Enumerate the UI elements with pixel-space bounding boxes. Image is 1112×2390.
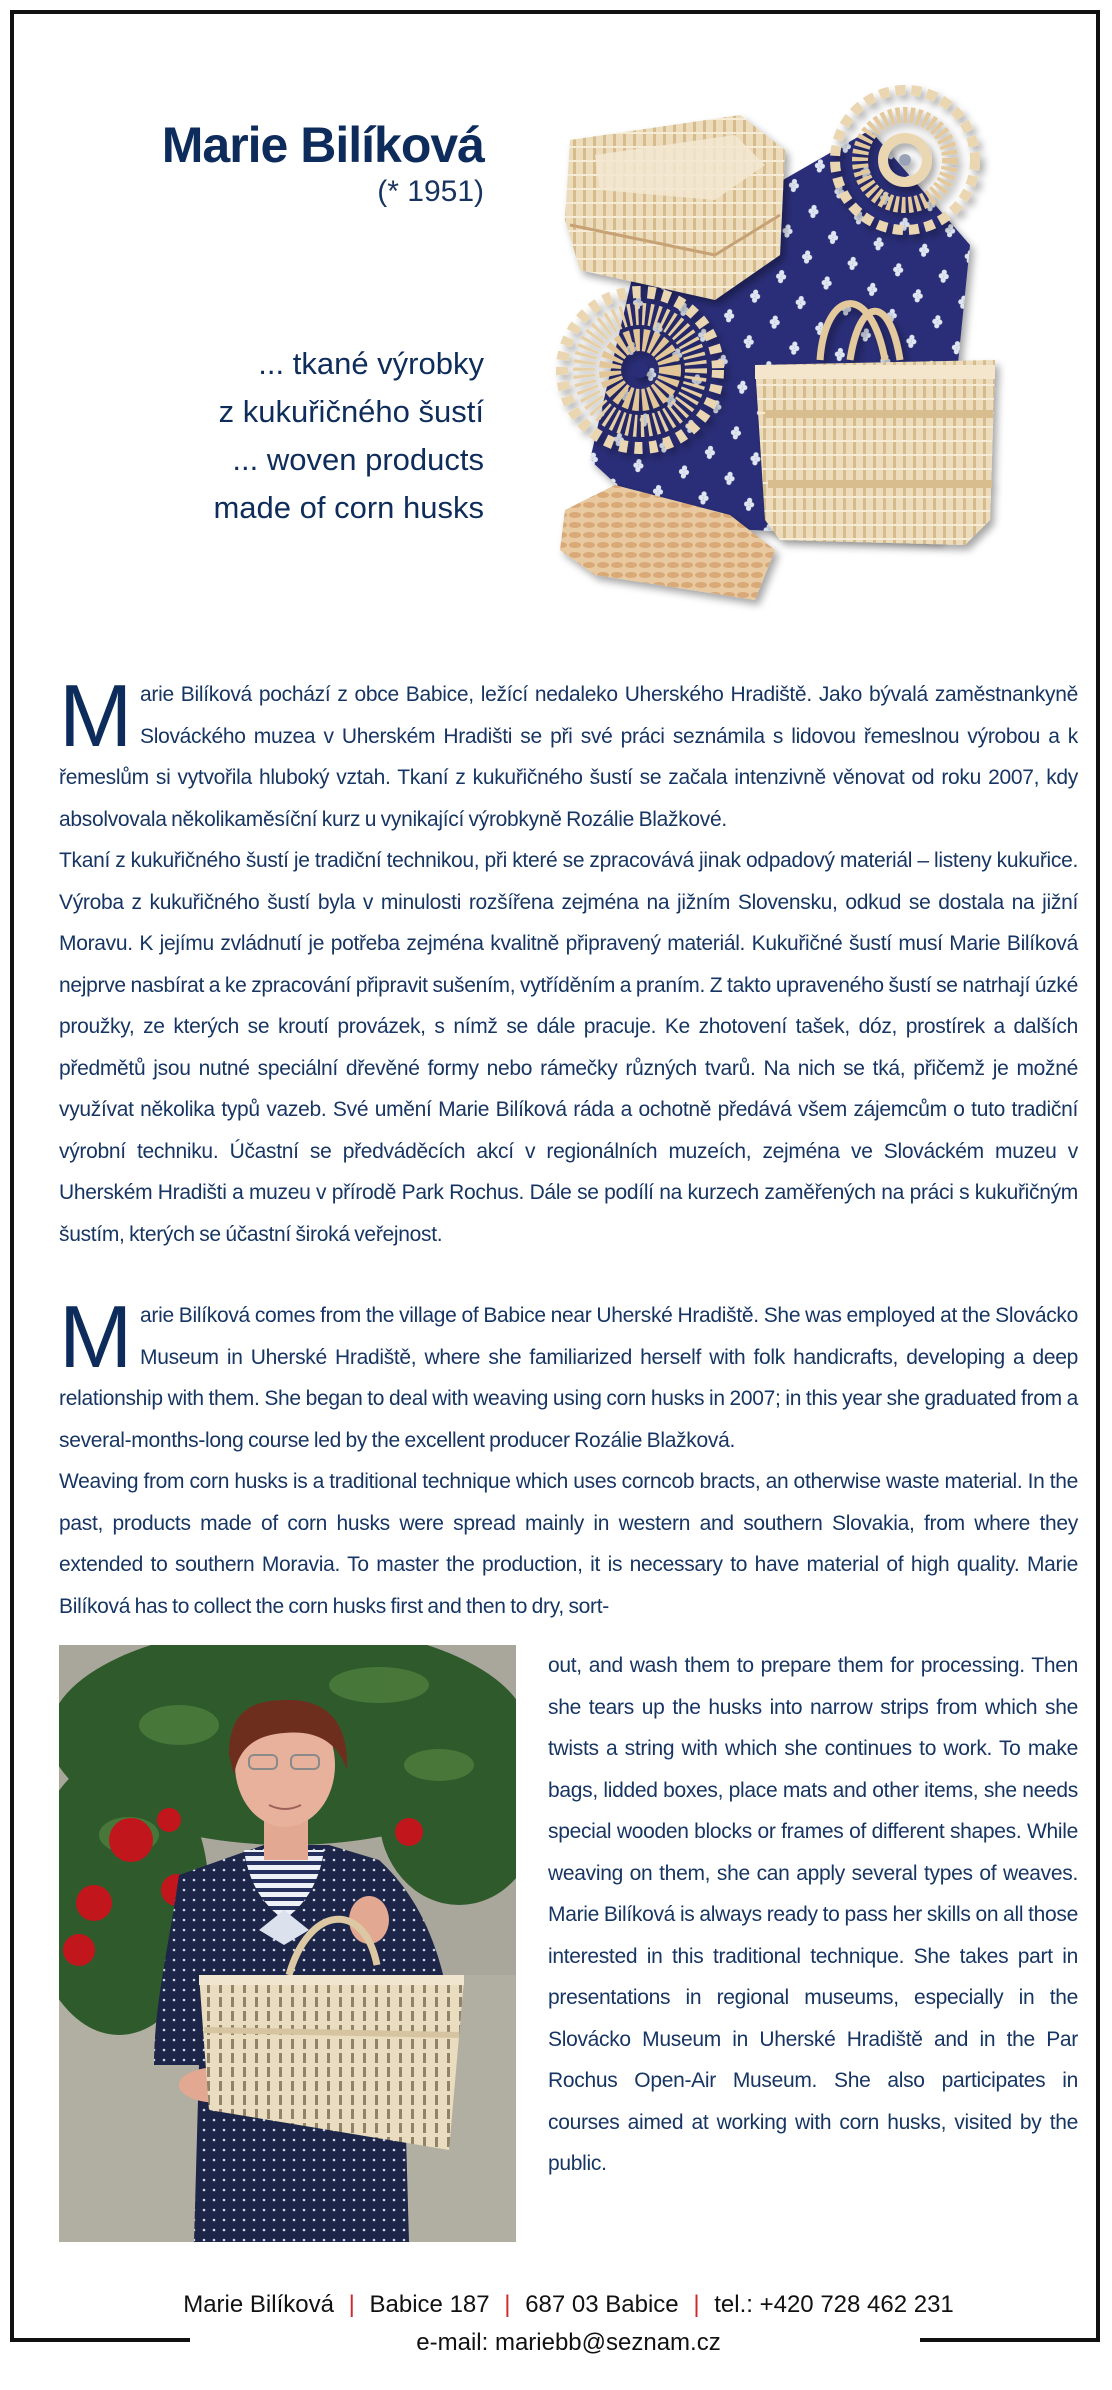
tagline-line: ... woven products <box>232 442 484 477</box>
english-paragraph-1-row <box>59 1287 1078 1461</box>
english-paragraph-2b: out, and wash them to prepare them for processing. Then she tears up the husks into narrow strips from which she twists a string with which she continues to work. To make bags, lidded boxes, place mats and other items, she needs special wooden blocks or frames of different shapes. While weaving on them, she can apply several types of weaves. Marie Bilíková is always ready to pass her skills on all those interested in this traditional technique. She takes part in presentations in regional museums, especially in the Slovácko Museum in Uherské Hradiště and in the Par Rochus Open-Air Museum. She also participates in courses aimed at working with corn husks, visited by the public. <box>548 1654 1078 2175</box>
page-title: Marie Bilíková <box>161 117 484 173</box>
english-text <box>59 1287 1078 1627</box>
tagline-line: ... tkané výrobky <box>258 346 484 381</box>
footer-street: Babice 187 <box>369 2291 490 2318</box>
footer-name: Marie Bilíková <box>183 2291 334 2318</box>
star-mat <box>835 90 975 230</box>
separator: | <box>504 2291 511 2318</box>
tagline <box>59 340 484 532</box>
footer-phone[interactable]: tel.: +420 728 462 231 <box>714 2291 954 2318</box>
footer-email-row <box>59 2324 1078 2368</box>
footer-address-row <box>173 2286 964 2324</box>
footer-contact <box>59 2286 1078 2324</box>
portrait-photo <box>59 1645 516 2242</box>
tagline-line: z kukuřičného šustí <box>218 394 484 429</box>
products-photo <box>540 70 1020 630</box>
portrait-row <box>59 1645 1078 2242</box>
basket-tray <box>565 115 785 300</box>
czech-paragraph-2: Tkaní z kukuřičného šustí je tradiční technikou, při které se zpracovává jinak odpadový materiál – listeny kukuřice. Výroba z kukuřičného šustí byla v minulosti rozšířena zejména na jižním Slovensku, odkud se dostala na jižní Moravu. K jejímu zvládnutí je potřeba zejména kvalitně připravený materiál. Kukuřičné šustí musí Marie Bilíková nejprve nasbírat a ke zpracování připravit sušením, vytříděním a praním. Z takto upraveného šustí se natrhají úzké proužky, ze kterých se kroutí provázek, s nímž se dále pracuje. Ke zhotovení tašek, dóz, prostírek a dalších předmětů jsou nutné speciální dřevěné formy nebo rámečky různých tvarů. Na nich se tká, přičemž je možné využívat několika typů vazeb. Své umění Marie Bilíková ráda a ochotně předává všem zájemcům o tuto tradiční výrobní techniku. Účastní se předváděcích akcí v regionálních muzeích, zejména ve Slováckém muzeu v Uherském Hradišti a muzeu v přírodě Park Rochus. Dále se podílí na kurzech zaměřených na práci s kukuřičným šustím, kterých se účastní široká veřejnost. <box>59 849 1078 1246</box>
footer-email[interactable]: e-mail: mariebb@seznam.cz <box>416 2329 721 2356</box>
czech-paragraph-1-row <box>59 666 1078 840</box>
english-paragraph-2a: Weaving from corn husks is a traditional technique which uses corncob bracts, an otherwise waste material. In the past, products made of corn husks were spread mainly in western and southern Slovakia, from where they extended to southern Moravia. To master the production, it is necessary to have material of high quality. Marie Bilíková has to collect the corn husks first and then to dry, sort- <box>59 1470 1078 1618</box>
birth-year: (* 1951) <box>377 175 484 208</box>
drop-cap: M <box>59 1287 133 1386</box>
english-paragraph-1: arie Bilíková comes from the village of Babice near Uherské Hradiště. She was employed at the Slovácko Museum in Uherské Hradiště, where she familiarized herself with folk handicrafts, developing a deep relationship with them. She began to deal with weaving using corn husks in 2007; in this year she graduated from a several-months-long course led by the excellent producer Rozálie Blažková. <box>59 1304 1078 1452</box>
tagline-line: made of corn husks <box>213 490 484 525</box>
header-text <box>59 116 484 532</box>
separator: | <box>348 2291 355 2318</box>
czech-paragraph-1: arie Bilíková pochází z obce Babice, ležící nedaleko Uherského Hradiště. Jako bývalá zaměstnankyně Slováckého muzea v Uherském Hradišti se při své práci seznámila s lidovou řemeslnou výrobou a k řemeslům si vytvořila hluboký vztah. Tkaní z kukuřičného šustí se začala intenzivně věnovat od roku 2007, kdy absolvovala několikaměsíční kurz u vynikající výrobkyně Rozálie Blažkové. <box>59 683 1078 831</box>
footer-city: 687 03 Babice <box>525 2291 679 2318</box>
czech-text <box>59 666 1078 1255</box>
english-text-continued <box>548 1645 1078 2185</box>
hero <box>59 0 1078 640</box>
drop-cap: M <box>59 666 133 765</box>
separator: | <box>693 2291 700 2318</box>
